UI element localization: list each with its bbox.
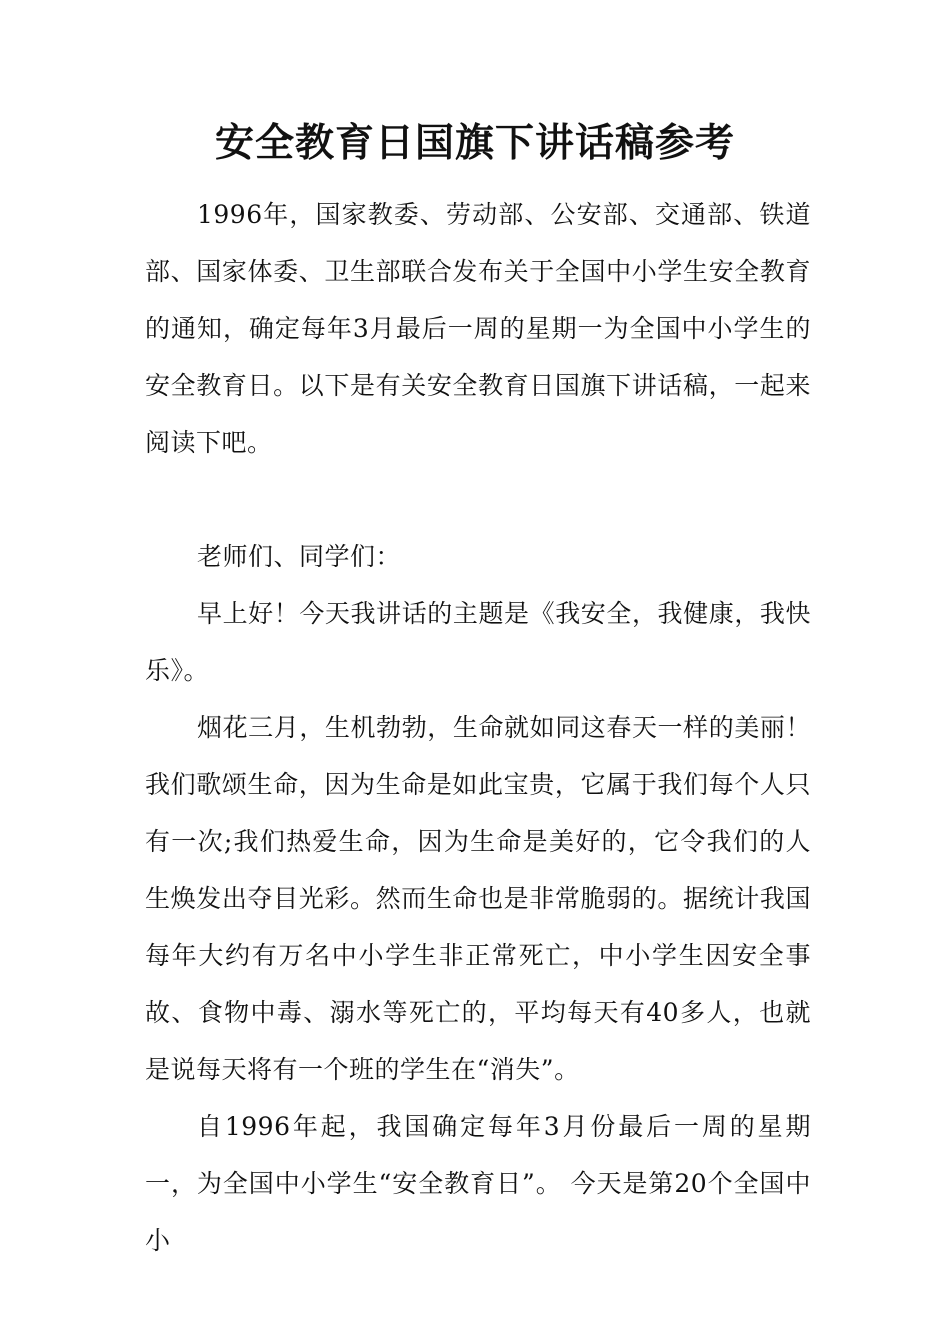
paragraph-greeting: 老师们、同学们： bbox=[197, 542, 402, 571]
document-body bbox=[145, 186, 811, 1269]
paragraph-spacer bbox=[145, 471, 811, 528]
paragraph-safety-day: 自1996年起，我国确定每年3月份最后一周的星期一，为全国中小学生“安全教育日”。 今天是第20个全国中小 bbox=[145, 1112, 811, 1255]
paragraph-intro: 1996年，国家教委、劳动部、公安部、交通部、铁道部、国家体委、卫生部联合发布关于全国中小学生安全教育的通知，确定每年3月最后一周的星期一为全国中小学生的安全教育日。以下是有关安全教育日国旗下讲话稿，一起来阅读下吧。 bbox=[145, 200, 811, 457]
paragraph-topic: 早上好！今天我讲话的主题是《我安全，我健康，我快乐》。 bbox=[145, 599, 811, 685]
paragraph-life: 烟花三月，生机勃勃，生命就如同这春天一样的美丽！我们歌颂生命，因为生命是如此宝贵，它属于我们每个人只有一次;我们热爱生命，因为生命是美好的，它令我们的人生焕发出夺目光彩。然而生命也是非常脆弱的。据统计我国每年大约有万名中小学生非正常死亡，中小学生因安全事故、食物中毒、溺水等死亡的，平均每天有40多人，也就是说每天将有一个班的学生在“消失”。 bbox=[145, 713, 811, 1084]
document-title: 安全教育日国旗下讲话稿参考 bbox=[214, 121, 735, 166]
